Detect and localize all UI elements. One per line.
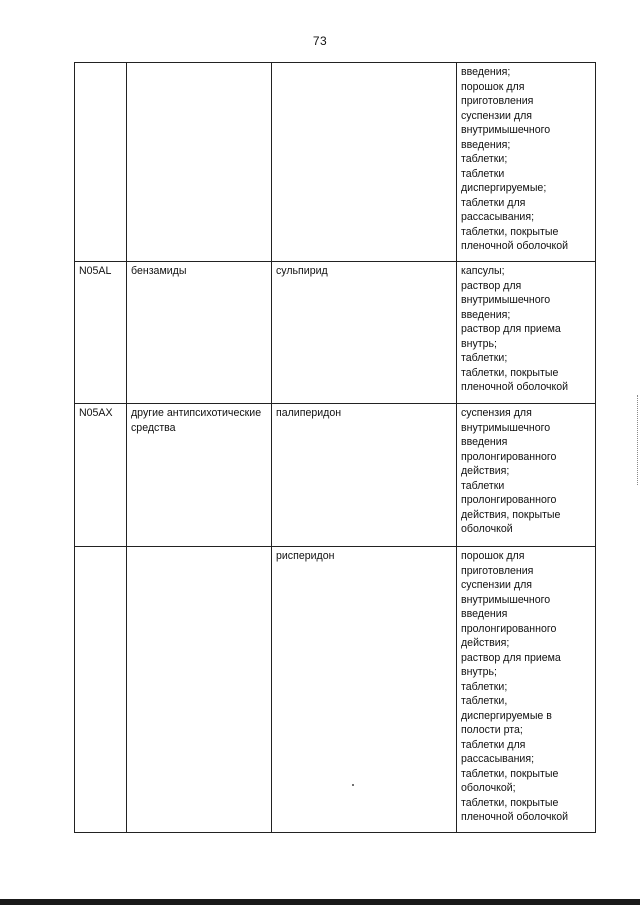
- dosage-form: пленочной оболочкой: [461, 811, 569, 823]
- dosage-form: таблетки, покрытые: [461, 767, 559, 780]
- dosage-form: таблетки для: [461, 738, 526, 751]
- dosage-form: таблетки;: [461, 153, 508, 165]
- dosage-form: введения;: [461, 308, 511, 321]
- dosage-form: пленочной оболочкой: [461, 381, 569, 393]
- page-number: 73: [312, 34, 328, 48]
- dosage-form: рассасывания;: [461, 211, 535, 223]
- dosage-form: введения;: [461, 66, 511, 78]
- drug-name-cell: [272, 63, 457, 262]
- group-name-cell: бензамиды: [127, 262, 272, 404]
- drug-name-cell: рисперидон: [272, 547, 457, 833]
- dosage-form: диспергируемые;: [461, 182, 547, 194]
- dosage-form: действия, покрытые: [461, 508, 561, 521]
- dosage-forms-cell: [457, 63, 596, 262]
- group-name-cell: другие антипсихотические средства: [127, 404, 272, 547]
- scan-edge-marks: [635, 395, 638, 485]
- dosage-form: оболочкой: [461, 523, 513, 535]
- dosage-form: приготовления: [461, 95, 534, 107]
- table-row: [75, 404, 596, 547]
- dosage-form: таблетки: [461, 167, 505, 180]
- dosage-form: введения: [461, 608, 508, 620]
- dosage-form: внутрь;: [461, 337, 497, 350]
- dosage-form: суспензия для: [461, 407, 532, 419]
- dosage-forms-cell: [457, 547, 596, 833]
- table-row: [75, 262, 596, 404]
- atc-code-cell: N05AL: [75, 262, 127, 404]
- drug-table: [74, 62, 596, 833]
- scan-speck: [352, 784, 354, 786]
- dosage-form: суспензии для: [461, 109, 532, 122]
- atc-code-cell: N05AX: [75, 404, 127, 547]
- atc-code-cell: [75, 547, 127, 833]
- dosage-form: раствор для приема: [461, 323, 561, 335]
- dosage-form: капсулы;: [461, 265, 505, 277]
- scan-bottom-edge: [0, 899, 640, 905]
- dosage-form: оболочкой;: [461, 782, 516, 794]
- dosage-form: полости рта;: [461, 724, 523, 736]
- dosage-form: введения;: [461, 138, 511, 151]
- dosage-form: таблетки для: [461, 196, 526, 209]
- dosage-form: таблетки: [461, 479, 505, 492]
- dosage-form: рассасывания;: [461, 753, 535, 765]
- dosage-form: таблетки;: [461, 680, 508, 693]
- dosage-form: таблетки,: [461, 695, 508, 707]
- dosage-form: таблетки, покрытые: [461, 225, 559, 238]
- dosage-form: таблетки, покрытые: [461, 366, 559, 379]
- dosage-form: внутримышечного: [461, 593, 551, 606]
- dosage-form: порошок для: [461, 550, 525, 562]
- drug-name-cell: сульпирид: [272, 262, 457, 404]
- group-name-cell: [127, 63, 272, 262]
- dosage-form: пролонгированного: [461, 450, 557, 463]
- dosage-forms-cell: [457, 404, 596, 547]
- dosage-form: пролонгированного: [461, 494, 557, 506]
- dosage-form: внутримышечного: [461, 421, 551, 434]
- group-name-cell: [127, 547, 272, 833]
- dosage-form: внутрь;: [461, 666, 497, 678]
- dosage-form: диспергируемые в: [461, 709, 552, 722]
- dosage-forms-cell: [457, 262, 596, 404]
- dosage-form: таблетки, покрытые: [461, 796, 559, 809]
- dosage-form: порошок для: [461, 80, 525, 93]
- dosage-form: внутримышечного: [461, 124, 551, 136]
- dosage-form: пролонгированного: [461, 622, 557, 635]
- dosage-form: раствор для приема: [461, 651, 561, 664]
- dosage-form: действия;: [461, 637, 510, 649]
- dosage-form: раствор для: [461, 279, 522, 292]
- drug-name-cell: палиперидон: [272, 404, 457, 547]
- dosage-form: внутримышечного: [461, 294, 551, 306]
- table-row: [75, 547, 596, 833]
- dosage-form: введения: [461, 436, 508, 448]
- dosage-form: приготовления: [461, 564, 534, 577]
- dosage-form: суспензии для: [461, 579, 532, 591]
- table-row: [75, 63, 596, 262]
- dosage-form: действия;: [461, 465, 510, 477]
- dosage-form: пленочной оболочкой: [461, 240, 569, 252]
- atc-code-cell: [75, 63, 127, 262]
- dosage-form: таблетки;: [461, 352, 508, 364]
